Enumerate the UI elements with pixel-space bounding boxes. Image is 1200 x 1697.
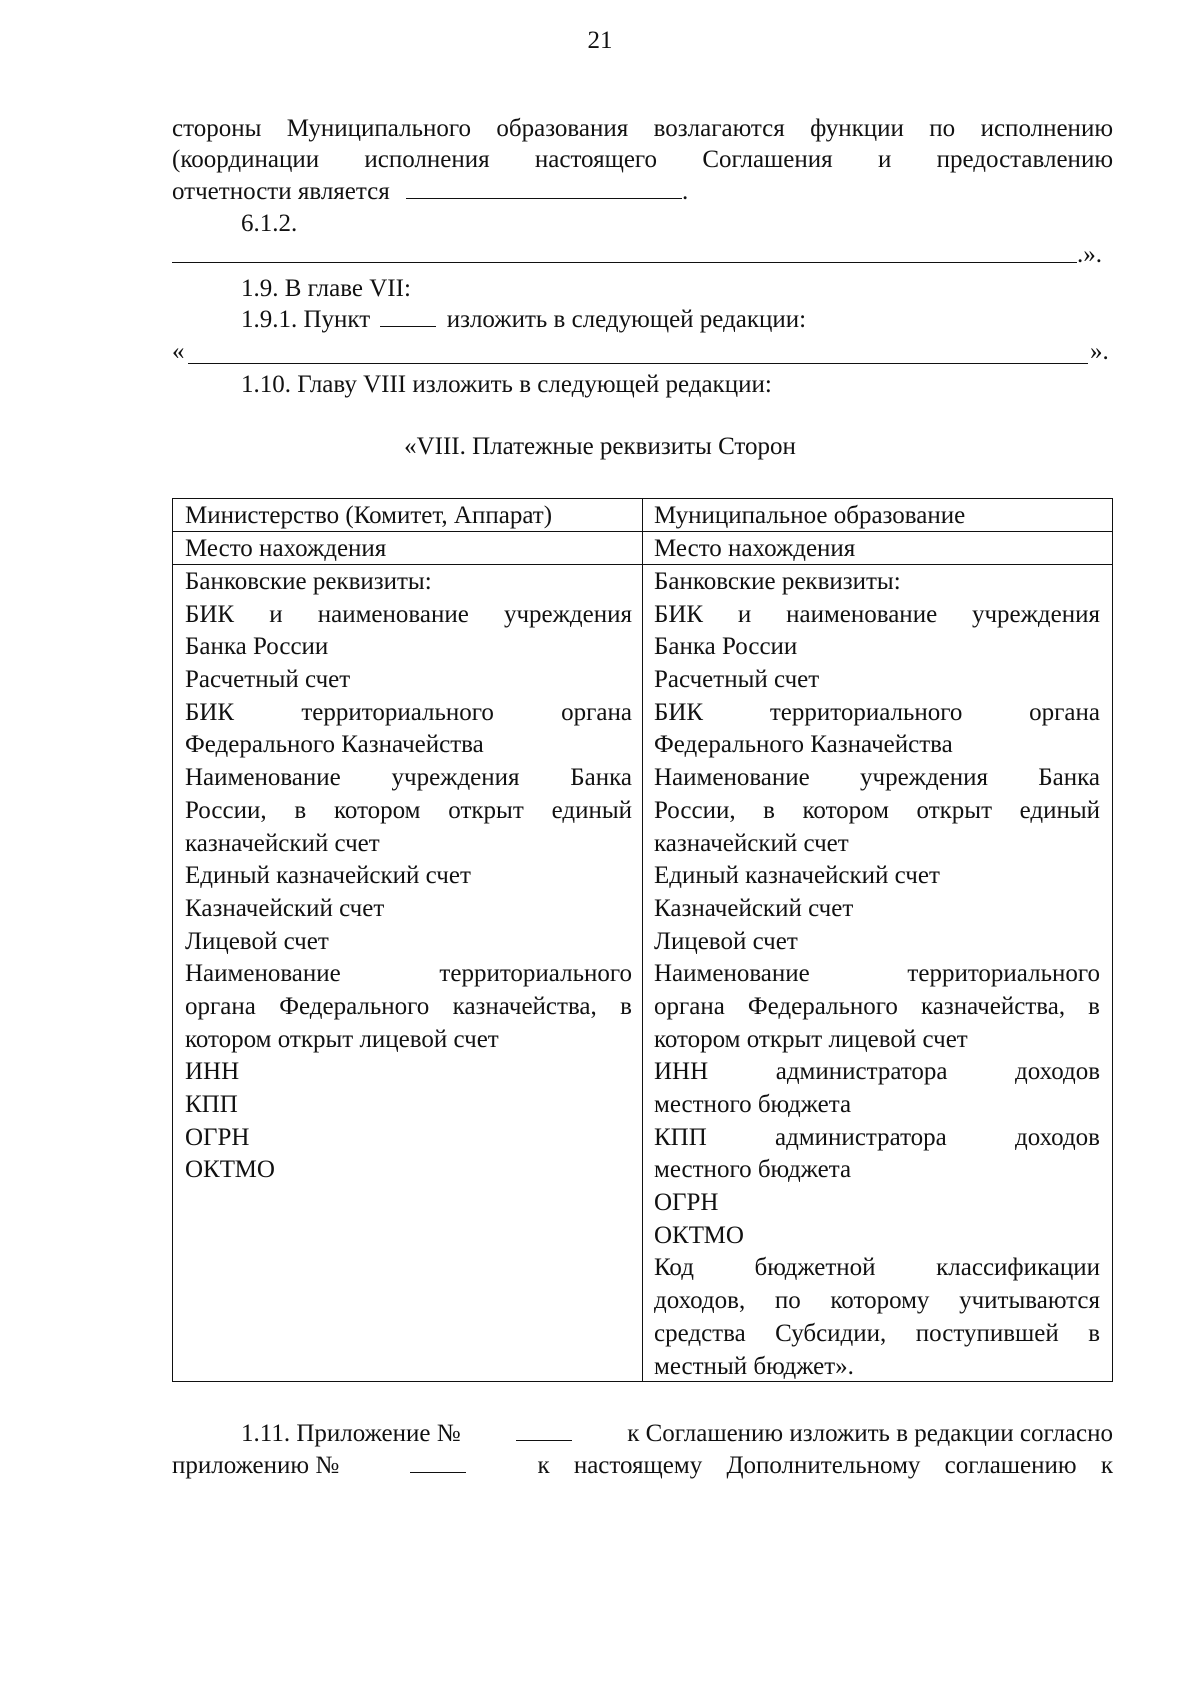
location-municipality: Место нахождения xyxy=(654,535,856,562)
ministry-bank-details xyxy=(185,566,632,1187)
table-row-divider xyxy=(173,564,1112,565)
list-item: средства Субсидии, поступившей в xyxy=(654,1319,1100,1347)
item-6-1-2-blank-line[interactable] xyxy=(172,262,1077,263)
list-item: Федерального Казначейства xyxy=(185,731,484,759)
list-item: Банковские реквизиты: xyxy=(185,568,432,595)
list-item: Казначейский счет xyxy=(185,894,385,922)
item-1-11-line-2 xyxy=(172,1450,1113,1482)
list-item: Единый казначейский счет xyxy=(654,862,940,890)
list-item: Федерального Казначейства xyxy=(654,731,953,759)
list-item: Лицевой счет xyxy=(185,927,329,955)
item-1-11-line-2-suffix: к настоящему Дополнительному соглашению к xyxy=(537,1452,1113,1479)
list-item: ОКТМО xyxy=(654,1221,744,1249)
list-item: Банка России xyxy=(654,633,798,661)
quote-open: « xyxy=(172,338,185,365)
list-item: России, в котором открыт единый xyxy=(185,796,632,824)
intro-line-3 xyxy=(172,176,688,208)
list-item: ОГРН xyxy=(654,1189,719,1217)
list-item: Расчетный счет xyxy=(654,666,820,694)
page-number: 21 xyxy=(587,27,613,54)
list-item: ИНН xyxy=(185,1058,240,1086)
list-item: КПП администратора доходов xyxy=(654,1123,1100,1151)
header-municipality: Муниципальное образование xyxy=(654,502,966,529)
list-item: ОГРН xyxy=(185,1123,250,1151)
list-item: котором открыт лицевой счет xyxy=(654,1025,968,1053)
list-item: котором открыт лицевой счет xyxy=(185,1025,499,1053)
list-item: России, в котором открыт единый xyxy=(654,796,1100,824)
quote-close: ». xyxy=(1090,338,1109,365)
list-item: БИК территориального органа xyxy=(185,698,632,726)
list-item: Расчетный счет xyxy=(185,666,351,694)
list-item: Наименование учреждения Банка xyxy=(654,764,1100,792)
item-1-11-suffix: к Соглашению изложить в редакции согласно xyxy=(627,1420,1113,1447)
item-1-11-line-1 xyxy=(241,1418,1113,1450)
list-item: Код бюджетной классификации xyxy=(654,1254,1100,1282)
item-1-9-1-suffix: изложить в следующей редакции: xyxy=(446,306,807,333)
header-ministry: Министерство (Комитет, Аппарат) xyxy=(185,502,553,529)
list-item: казначейский счет xyxy=(185,829,380,857)
list-item: Банковские реквизиты: xyxy=(654,568,901,595)
list-item: Единый казначейский счет xyxy=(185,862,471,890)
item-1-11-prefix: 1.11. Приложение № xyxy=(241,1420,461,1447)
item-1-11-line-2-prefix: приложению № xyxy=(172,1452,340,1479)
blank-field[interactable] xyxy=(406,176,682,199)
section-title: «VIII. Платежные реквизиты Сторон xyxy=(404,433,796,460)
item-1-9-1-blank-line[interactable] xyxy=(188,363,1088,364)
list-item: Лицевой счет xyxy=(654,927,798,955)
list-item: органа Федерального казначейства, в xyxy=(185,992,632,1020)
list-item: казначейский счет xyxy=(654,829,849,857)
list-item: местного бюджета xyxy=(654,1091,852,1118)
item-1-9-1-prefix: 1.9.1. Пункт xyxy=(241,306,371,333)
item-6-1-2-label: 6.1.2. xyxy=(241,210,298,237)
list-item: органа Федерального казначейства, в xyxy=(654,992,1100,1020)
list-item: местный бюджет». xyxy=(654,1352,854,1380)
item-6-1-2-end: .». xyxy=(1077,241,1102,268)
list-item: ИНН администратора доходов xyxy=(654,1058,1100,1086)
list-item: Наименование учреждения Банка xyxy=(185,764,632,792)
list-item: БИК и наименование учреждения xyxy=(185,600,632,628)
list-item: Казначейский счет xyxy=(654,894,854,922)
list-item: БИК и наименование учреждения xyxy=(654,600,1100,628)
intro-line-3-end: . xyxy=(681,178,689,205)
appendix-number-blank[interactable] xyxy=(516,1418,572,1441)
payment-details-table xyxy=(172,498,1113,1382)
intro-line-2: (координации исполнения настоящего Соглашения и предоставлению xyxy=(172,146,1113,173)
municipality-bank-details xyxy=(654,566,1100,1383)
list-item: КПП xyxy=(185,1091,238,1118)
list-item: Наименование территориального xyxy=(654,960,1100,988)
intro-line-1: стороны Муниципального образования возлагаются функции по исполнению xyxy=(172,115,1113,142)
list-item: Наименование территориального xyxy=(185,960,632,988)
list-item: доходов, по которому учитываются xyxy=(654,1287,1100,1315)
item-1-9-label: 1.9. В главе VII: xyxy=(241,275,411,302)
item-1-9-1 xyxy=(241,304,806,336)
appendix-number-blank-2[interactable] xyxy=(410,1450,466,1473)
table-row-divider xyxy=(173,531,1112,532)
intro-line-3-text: отчетности является xyxy=(172,178,390,205)
list-item: местного бюджета xyxy=(654,1156,852,1184)
list-item: Банка России xyxy=(185,633,329,661)
point-number-blank[interactable] xyxy=(380,304,436,327)
item-1-10-label: 1.10. Главу VIII изложить в следующей редакции: xyxy=(241,371,772,398)
location-ministry: Место нахождения xyxy=(185,535,387,562)
table-column-divider xyxy=(642,499,643,1381)
list-item: БИК территориального органа xyxy=(654,698,1100,726)
list-item: ОКТМО xyxy=(185,1156,275,1184)
